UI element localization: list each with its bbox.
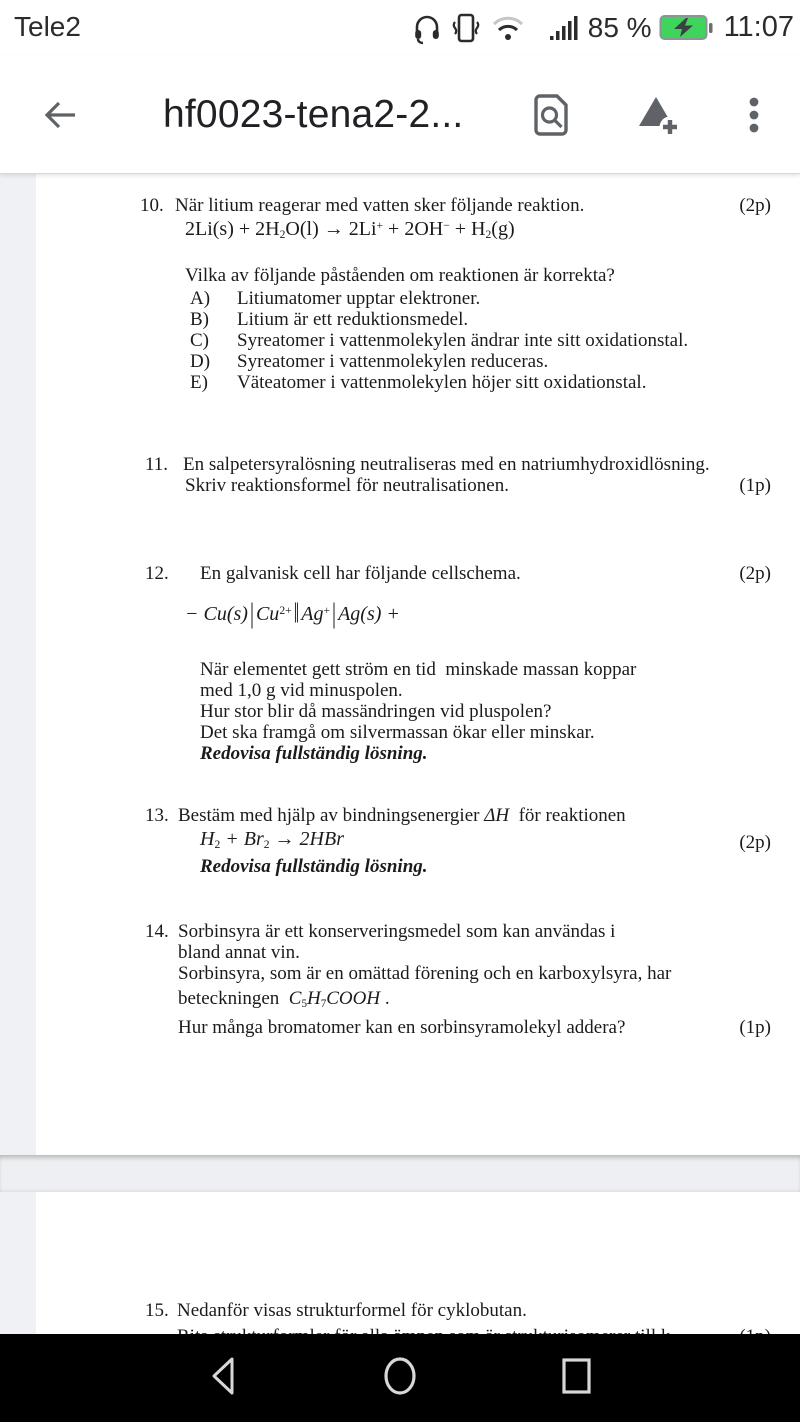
option-d: D) Syreatomer i vattenmolekylen reduceras. xyxy=(190,351,549,372)
question-text: Nedanför visas strukturformel för cyklobutan. xyxy=(177,1300,527,1321)
question-number: 15. xyxy=(145,1300,169,1321)
overflow-menu-icon xyxy=(730,126,778,143)
points-badge: (2p) xyxy=(739,563,771,584)
back-arrow-icon xyxy=(40,122,80,139)
recents-square-icon xyxy=(558,1354,594,1403)
battery-percent: 85 % xyxy=(587,11,652,43)
pdf-viewer[interactable] xyxy=(0,174,800,1334)
q14-line: Sorbinsyra, som är en omättad förening och en karboxylsyra, har xyxy=(178,963,672,984)
status-icons xyxy=(412,0,794,55)
back-triangle-icon xyxy=(206,1354,242,1403)
pdf-page-2 xyxy=(36,1192,800,1334)
add-to-drive-button[interactable] xyxy=(632,91,680,139)
q10-equation: $2Li(s) + 2H_2O(l) \to 2Li^+ + 2OH^- + H_2(g)$ xyxy=(185,218,515,242)
vibrate-icon xyxy=(449,12,483,44)
question-number: 10. xyxy=(140,195,164,216)
question-text: Bestäm med hjälp av bindningsenergier ΔH för reaktionen xyxy=(178,805,626,826)
back-button[interactable] xyxy=(40,95,80,135)
question-text: Skriv reaktionsformel för neutralisationen. xyxy=(185,475,509,496)
q12-line: När elementet gett ström en tid minskade massan koppar xyxy=(200,659,637,680)
question-number: 11. xyxy=(145,454,169,475)
q14-formula-line: beteckningen $C_5H_7COOH$ . xyxy=(178,988,390,1011)
question-text: När litium reagerar med vatten sker följande reaktion. xyxy=(175,195,585,216)
pdf-page-1 xyxy=(36,174,800,1155)
status-bar xyxy=(0,0,800,55)
option-c: C) Syreatomer i vattenmolekylen ändrar inte sitt oxidationstal. xyxy=(190,330,689,351)
q12-line: med 1,0 g vid minuspolen. xyxy=(200,680,403,701)
points-badge: (2p) xyxy=(739,195,771,216)
clock: 11:07 xyxy=(723,11,794,43)
add-to-drive-icon xyxy=(632,126,680,143)
option-e: E) Väteatomer i vattenmolekylen höjer sitt oxidationstal. xyxy=(190,372,647,393)
carrier-label: Tele2 xyxy=(14,11,81,42)
q12-instruction: Redovisa fullständig lösning. xyxy=(200,743,428,764)
cell-schema-equation: − Cu(s) | $Cu^{2+}$ ‖ Ag+ | Ag(s) + xyxy=(185,597,400,630)
question-text: En salpetersyralösning neutraliseras med en natriumhydroxidlösning. xyxy=(183,454,710,475)
q14-question: Hur många bromatomer kan en sorbinsyramolekyl addera? xyxy=(178,1017,626,1038)
points-badge: (2p) xyxy=(739,832,771,853)
question-number: 14. xyxy=(145,921,169,942)
battery-icon xyxy=(659,13,715,43)
nav-home-button[interactable] xyxy=(312,1354,488,1403)
q12-line: Det ska framgå om silvermassan ökar eller minskar. xyxy=(200,722,595,743)
signal-icon xyxy=(549,13,581,43)
q12-line: Hur stor blir då massändringen vid pluspolen? xyxy=(200,701,552,722)
option-b: B) Litium är ett reduktionsmedel. xyxy=(190,309,469,330)
find-in-document-button[interactable] xyxy=(527,91,575,139)
q14-line: bland annat vin. xyxy=(178,942,300,963)
headset-icon xyxy=(412,12,442,44)
document-title: hf0023-tena2-2... xyxy=(163,93,464,136)
app-bar xyxy=(0,55,800,174)
android-nav-bar xyxy=(0,1334,800,1422)
home-circle-icon xyxy=(380,1354,420,1403)
question-number: 13. xyxy=(145,805,169,826)
q14-line: Sorbinsyra är ett konserveringsmedel som kan användas i xyxy=(178,921,616,942)
page-separator xyxy=(0,1155,800,1192)
nav-back-button[interactable] xyxy=(136,1354,312,1403)
q10-subquestion: Vilka av följande påståenden om reaktionen är korrekta? xyxy=(185,265,615,286)
find-in-document-icon xyxy=(527,126,575,143)
points-badge: (1p) xyxy=(739,1017,771,1038)
question-text: En galvanisk cell har följande cellschema. xyxy=(200,563,521,584)
nav-recents-button[interactable] xyxy=(488,1354,664,1403)
points-badge: (1p) xyxy=(739,475,771,496)
question-number: 12. xyxy=(145,563,169,584)
option-a: A) Litiumatomer upptar elektroner. xyxy=(190,288,481,309)
wifi-icon xyxy=(490,13,526,43)
q13-equation: $H_2 + Br_2 \to 2HBr$ xyxy=(200,828,344,852)
overflow-menu-button[interactable] xyxy=(730,91,778,139)
q13-instruction: Redovisa fullständig lösning. xyxy=(200,856,428,877)
